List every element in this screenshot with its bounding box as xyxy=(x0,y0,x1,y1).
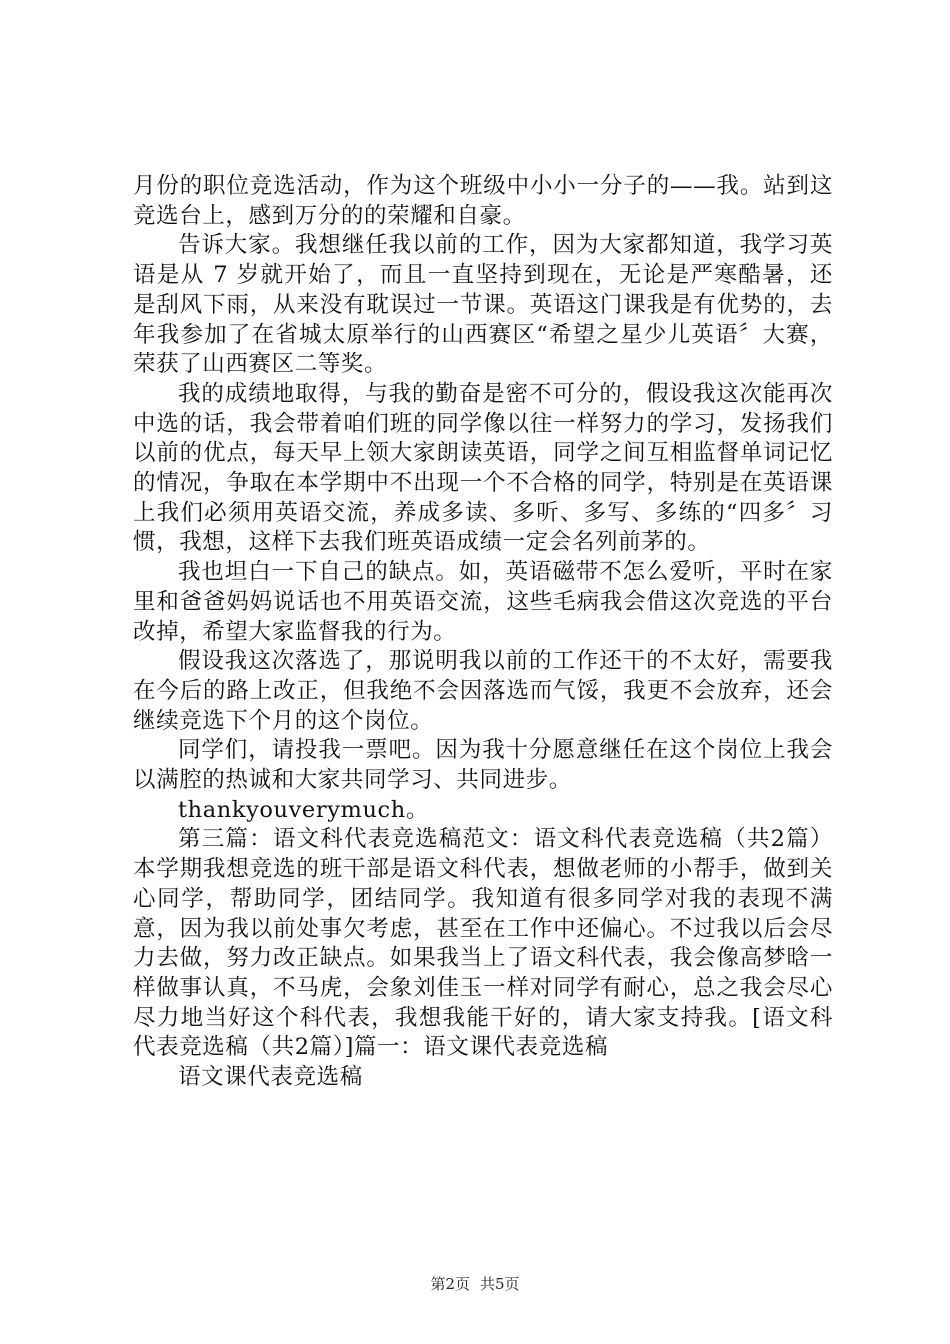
page-total: 共5页 xyxy=(480,1275,520,1293)
paragraph: 告诉大家。我想继任我以前的工作，因为大家都知道，我学习英语是从 7 岁就开始了，而且一直坚持到现在，无论是严寒酷暑，还是刮风下雨，从来没有耽误过一节课。英语这门课我是有优势的，去年我参加了在省城太原举行的山西赛区“希望之星少儿英语〞大赛，荣获了山西赛区二等奖。 xyxy=(133,232,833,378)
paragraph: 同学们，请投我一票吧。因为我十分愿意继任在这个岗位上我会以满腔的热诚和大家共同学习、共同进步。 xyxy=(133,737,833,794)
paragraph: 我的成绩地取得，与我的勤奋是密不可分的，假设我这次能再次中选的话，我会带着咱们班的同学像以往一样努力的学习，发扬我们以前的优点，每天早上领大家朗读英语，同学之间互相监督单词记忆的情况，争取在本学期中不出现一个不合格的同学，特别是在英语课上我们必须用英语交流，养成多读、多听、多写、多练的“四多〞习惯，我想，这样下去我们班英语成绩一定会名列前茅的。 xyxy=(133,380,833,556)
paragraph-continuation: 月份的职位竞选活动，作为这个班级中小小一分子的——我。站到这竞选台上，感到万分的的荣耀和自豪。 xyxy=(133,173,833,229)
paragraph: 我也坦白一下自己的缺点。如，英语磁带不怎么爱听，平时在家里和爸爸妈妈说话也不用英语交流，这些毛病我会借这次竞选的平台改掉，希望大家监督我的行为。 xyxy=(133,559,833,645)
page-number: 第2页 xyxy=(430,1275,470,1293)
paragraph: 假设我这次落选了，那说明我以前的工作还干的不太好，需要我在今后的路上改正，但我绝不会因落选而气馁，我更不会放弃，还会继续竞选下个月的这个岗位。 xyxy=(133,648,833,734)
paragraph-section-three: 第三篇：语文科代表竞选稿范文：语文科代表竞选稿（共2篇）本学期我想竞选的班干部是语文科代表，想做老师的小帮手，做到关心同学，帮助同学，团结同学。我知道有很多同学对我的表现不满意，因为我以前处事欠考虑，甚至在工作中还偏心。不过我以后会尽力去做，努力改正缺点。如果我当上了语文科代表，我会像高梦晗一样做事认真，不马虎，会象刘佳玉一样对同学有耐心，总之我会尽心尽力地当好这个科代表，我想我能干好的，请大家支持我。[语文科代表竞选稿（共2篇）]篇一：语文课代表竞选稿 xyxy=(133,826,833,1061)
page-footer xyxy=(0,1274,950,1294)
document-body xyxy=(133,172,833,1093)
paragraph-closing: thankyouverymuch。 xyxy=(178,796,429,823)
paragraph-subtitle: 语文课代表竞选稿 xyxy=(178,1064,363,1091)
